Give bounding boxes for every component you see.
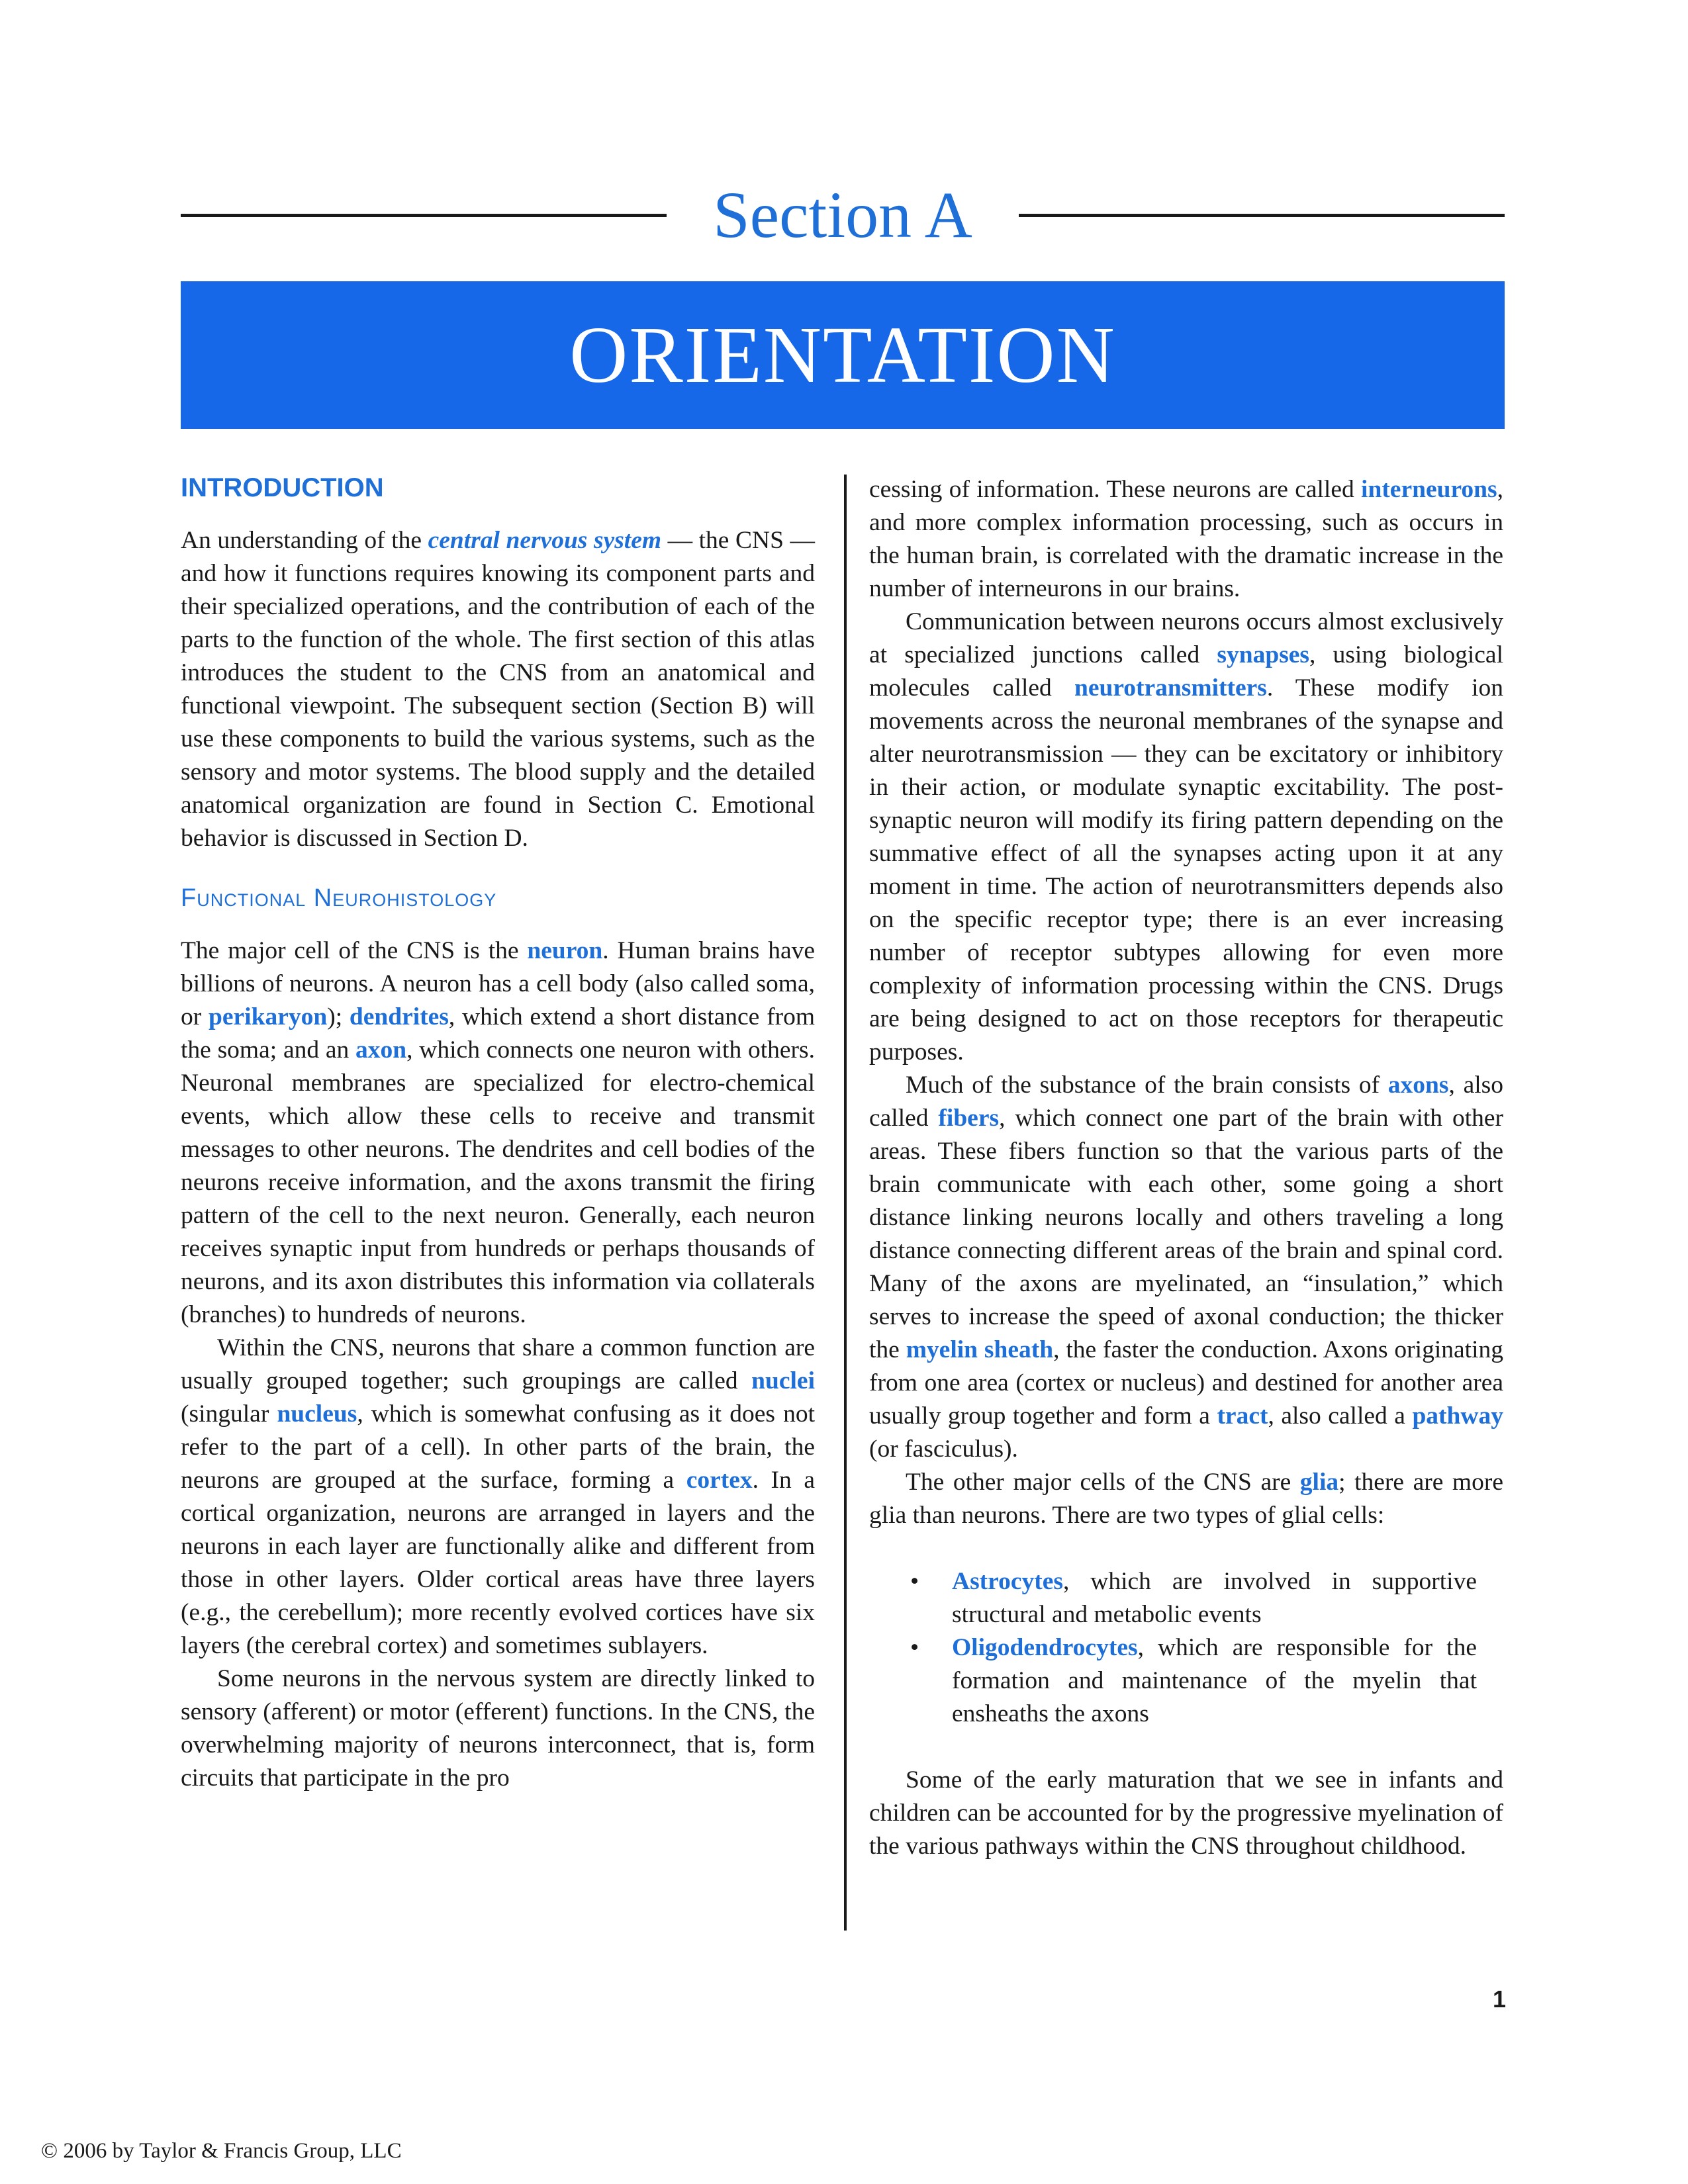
synapses-paragraph xyxy=(869,606,1503,1069)
text-run: , which connect one part of the brain with other areas. These fibers function so that the various parts of the brain communicate with each other, some going a short distance linking neurons locally and others traveling a long distance connecting different areas of the brain and spinal cord. Many of the axons are myelinated, an “insulation,” which serves to increase the speed of axonal conduction; the thicker the xyxy=(869,1105,1503,1363)
section-heading xyxy=(181,162,1505,268)
term-dendrites: dendrites xyxy=(349,1003,449,1030)
glia-paragraph xyxy=(869,1466,1503,1532)
banner-title: ORIENTATION xyxy=(569,310,1116,400)
text-run: , which extend a short distance from the soma; and an xyxy=(181,1003,815,1064)
page-number: 1 xyxy=(1492,1985,1506,2013)
term-central-nervous-system: central nervous system xyxy=(428,527,662,554)
term-astrocytes: Astrocytes xyxy=(952,1568,1063,1595)
introduction-paragraph xyxy=(181,524,815,855)
nuclei-paragraph xyxy=(181,1332,815,1662)
text-run: An understanding of the xyxy=(181,527,428,554)
glia-list xyxy=(869,1565,1503,1731)
left-column xyxy=(181,463,815,1795)
text-run: , also called a xyxy=(1268,1402,1413,1430)
term-neurotransmitters: neurotransmitters xyxy=(1074,674,1267,702)
text-run: . In a cortical organization, neurons are arranged in layers and the neurons in each layer are functionally alike and different from those in other layers. Older cortical areas have three layers (e.g., the cerebellum); more recently evolved cortices have six layers (the cerebral cortex) and sometimes sublayers. xyxy=(181,1467,815,1659)
text-run: , which connects one neuron with others. Neuronal membranes are specialized for electro-chemical events, which allow these cells to receive and transmit messages to other neurons. The dendrites and cell bodies of the neurons receive information, and the axons transmit the firing pattern of the cell to the next neuron. Generally, each neuron receives synaptic input from hundreds or perhaps thousands of neurons, and its axon distributes this information via collaterals (branches) to hundreds of neurons. xyxy=(181,1036,815,1328)
chapter-banner xyxy=(181,281,1505,429)
term-myelin-sheath: myelin sheath xyxy=(906,1336,1054,1363)
term-axon: axon xyxy=(355,1036,407,1064)
term-nucleus: nucleus xyxy=(277,1400,357,1428)
list-item xyxy=(869,1565,1503,1631)
text-run: — the CNS — and how it functions requires knowing its component parts and their specialized operations, and the contribution of each of the parts to the function of the whole. The first section of this atlas introduces the student to the CNS from an anatomical and functional viewpoint. The subsequent section (Section B) will use these components to build the various systems, such as the sensory and motor systems. The blood supply and the detailed anatomical organization are found in Section C. Emotional behavior is discussed in Section D. xyxy=(181,527,816,852)
text-run: , which are responsible for the formation and maintenance of the myelin that ensheaths the axons xyxy=(952,1634,1477,1727)
text-run: Much of the substance of the brain consists of xyxy=(906,1071,1388,1099)
neurohistology-heading: Functional Neurohistology xyxy=(181,884,497,912)
axons-paragraph xyxy=(869,1069,1503,1466)
neuron-paragraph xyxy=(181,934,815,1332)
term-neuron: neuron xyxy=(527,937,603,964)
myelination-paragraph: Some of the early maturation that we see in infants and children can be accounted for by the progressive myelination of the various pathways within the CNS throughout childhood. xyxy=(869,1766,1503,1860)
text-run: (singular xyxy=(181,1400,277,1428)
text-run: cessing of information. These neurons are called xyxy=(869,476,1362,503)
term-nuclei: nuclei xyxy=(751,1367,815,1394)
text-run: , which are involved in supportive structural and metabolic events xyxy=(952,1568,1477,1628)
text-run: The major cell of the CNS is the xyxy=(181,937,528,964)
text-run: (or fasciculus). xyxy=(869,1435,1018,1463)
text-run: , the faster the conduction. Axons originating from one area (cortex or nucleus) and destined for another area usually group together and form a xyxy=(869,1336,1503,1430)
bullet-icon: • xyxy=(910,1634,919,1661)
interneurons-paragraph-start xyxy=(181,1662,815,1795)
text-run: Communication between neurons occurs almost exclusively at specialized junctions called xyxy=(869,608,1503,668)
text-run: . These modify ion movements across the neuronal membranes of the synapse and alter neurotransmission — they can be excitatory or inhibitory in their action, or modulate synaptic excitability. The post-synaptic neuron will modify its firing pattern depending on the summative effect of all the synapses acting upon it at any moment in time. The action of neurotransmitters depends also on the specific receptor type; there is an ever increasing number of receptor subtypes allowing for even more complexity of information processing within the CNS. Drugs are being designed to act on those receptors for therapeutic purposes. xyxy=(869,674,1503,1066)
term-fibers: fibers xyxy=(938,1105,1000,1132)
term-synapses: synapses xyxy=(1217,641,1310,668)
section-label: Section A xyxy=(713,178,972,251)
term-cortex: cortex xyxy=(686,1467,753,1494)
text-run: , using biological molecules called xyxy=(869,641,1503,702)
term-tract: tract xyxy=(1217,1402,1268,1430)
text-run: , and more complex information processing, such as occurs in the human brain, is correlated with the dramatic increase in the number of interneurons in our brains. xyxy=(869,476,1503,602)
text-run: Some neurons in the nervous system are directly linked to sensory (afferent) or motor (efferent) functions. In the CNS, the overwhelming majority of neurons interconnect, that is, form circuits that participate in the pro xyxy=(181,1665,815,1792)
term-interneurons: interneurons xyxy=(1361,476,1497,503)
term-glia: glia xyxy=(1299,1469,1339,1496)
section-rule-left xyxy=(181,214,667,217)
interneurons-paragraph-continued xyxy=(869,473,1503,606)
bullet-icon: • xyxy=(910,1568,919,1595)
text-run: ); xyxy=(327,1003,350,1030)
column-divider xyxy=(844,475,847,1931)
section-rule-right xyxy=(1019,214,1505,217)
text-run: ; there are more glia than neurons. There are two types of glial cells: xyxy=(869,1469,1503,1529)
text-run: The other major cells of the CNS are xyxy=(906,1469,1300,1496)
introduction-heading: INTRODUCTION xyxy=(181,473,384,502)
text-run: . Human brains have billions of neurons. A neuron has a cell body (also called soma, or xyxy=(181,937,815,1030)
text-run: , also called xyxy=(869,1071,1503,1132)
right-column xyxy=(869,473,1503,1863)
text-run: Within the CNS, neurons that share a common function are usually grouped together; such groupings are called xyxy=(181,1334,815,1394)
text-run: , which is somewhat confusing as it does not refer to the part of a cell). In other parts of the brain, the neurons are grouped at the surface, forming a xyxy=(181,1400,815,1494)
term-oligodendrocytes: Oligodendrocytes xyxy=(952,1634,1138,1661)
term-perikaryon: perikaryon xyxy=(209,1003,328,1030)
term-pathway: pathway xyxy=(1412,1402,1503,1430)
term-axons: axons xyxy=(1387,1071,1449,1099)
list-item xyxy=(869,1631,1503,1731)
copyright-notice: © 2006 by Taylor & Francis Group, LLC xyxy=(41,2139,402,2163)
